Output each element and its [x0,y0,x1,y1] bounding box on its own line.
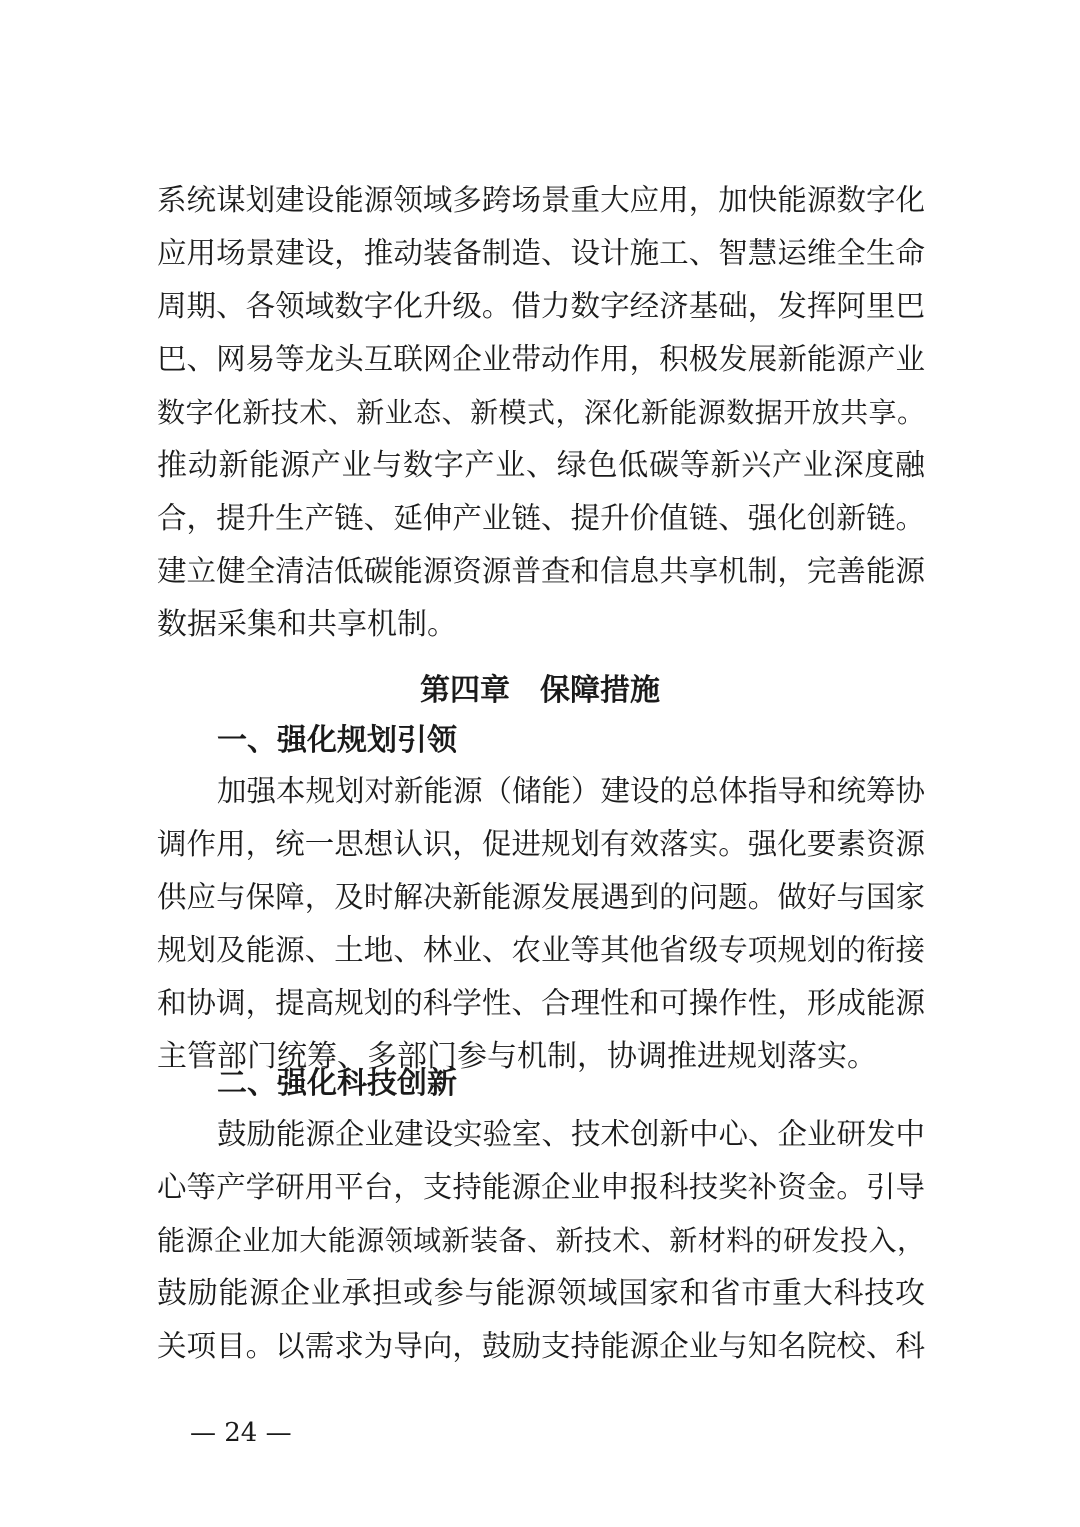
paragraph-line: 数字化新技术、新业态、新模式，深化新能源数据开放共享。 [157,396,925,429]
paragraph-line: 鼓励能源企业建设实验室、技术创新中心、企业研发中 [217,1117,926,1151]
paragraph-continued [157,174,925,651]
paragraph-line: 应用场景建设，推动装备制造、设计施工、智慧运维全生命 [157,236,925,270]
section-heading-1: 一、强化规划引领 [217,723,457,758]
paragraph-line: 供应与保障，及时解决新能源发展遇到的问题。做好与国家 [157,880,925,914]
paragraph-line: 能源企业加大能源领域新装备、新技术、新材料的研发投入， [157,1224,925,1257]
section-1-body [157,765,925,1083]
paragraph-line: 推动新能源产业与数字产业、绿色低碳等新兴产业深度融 [157,448,925,483]
paragraph-line: 关项目。以需求为导向，鼓励支持能源企业与知名院校、科 [157,1329,925,1363]
paragraph-line: 调作用，统一思想认识，促进规划有效落实。强化要素资源 [157,827,925,861]
paragraph-line: 鼓励能源企业承担或参与能源领域国家和省市重大科技攻 [157,1276,925,1311]
paragraph-line: 系统谋划建设能源领域多跨场景重大应用，加快能源数字化 [157,183,925,217]
paragraph-line: 周期、各领域数字化升级。借力数字经济基础，发挥阿里巴 [157,289,925,323]
paragraph-line: 和协调，提高规划的科学性、合理性和可操作性，形成能源 [157,986,925,1020]
page-number: — 24 — [190,1418,292,1448]
paragraph-line: 主管部门统筹、多部门参与机制，协调推进规划落实。 [157,1039,877,1074]
paragraph-line: 建立健全清洁低碳能源资源普查和信息共享机制，完善能源 [157,554,925,588]
paragraph-line: 加强本规划对新能源（储能）建设的总体指导和统筹协 [217,774,926,808]
paragraph-line: 数据采集和共享机制。 [157,607,457,642]
paragraph-line: 心等产学研用平台，支持能源企业申报科技奖补资金。引导 [157,1170,925,1204]
section-heading-2: 二、强化科技创新 [217,1066,457,1101]
chapter-title: 第四章 保障措施 [420,673,660,708]
section-2-body [157,1108,925,1373]
paragraph-line: 规划及能源、土地、林业、农业等其他省级专项规划的衔接 [157,933,925,967]
paragraph-line: 巴、网易等龙头互联网企业带动作用，积极发展新能源产业 [157,342,925,376]
paragraph-line: 合，提升生产链、延伸产业链、提升价值链、强化创新链。 [157,501,925,535]
